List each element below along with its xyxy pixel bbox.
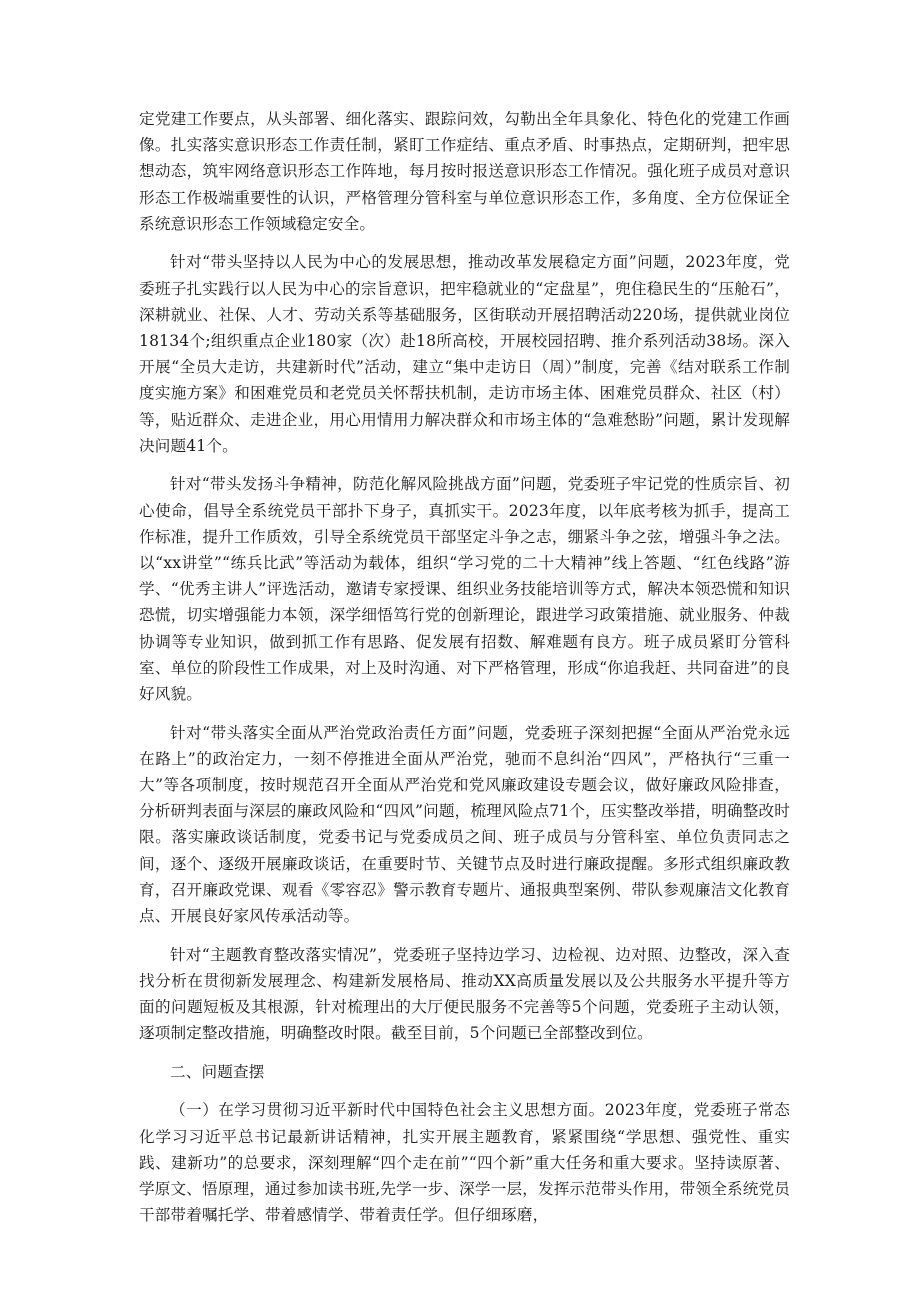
paragraph-study-thought: （一）在学习贯彻习近平新时代中国特色社会主义思想方面。2023年度，党委班子常态化学习习近平总书记最新讲话精神，扎实开展主题教育，紧紧围绕“学思想、强党性、重实践、建新功”的总要求，深刻理解“四个走在前”“四个新”重大任务和重大要求。坚持读原著、学原文、悟原理，通过参加读书班,先学一步、深学一层，发挥示范带头作用，带领全系统党员干部带着嘱托学、带着感情学、带着责任学。但仔细琢磨， [139, 1101, 790, 1225]
paragraph-party-building: 定党建工作要点，从头部署、细化落实、跟踪问效，勾勒出全年具象化、特色化的党建工作画像。扎实落实意识形态工作责任制，紧盯工作症结、重点矛盾、时事热点，定期研判，把牢思想动态，筑牢网络意识形态工作阵地，每月按时报送意识形态工作情况。强化班子成员对意识形态工作极端重要性的认识，严格管理分管科室与单位意识形态工作，多角度、全方位保证全系统意识形态工作领域稳定安全。 [139, 110, 790, 233]
paragraph-struggle-spirit: 针对“带头发扬斗争精神，防范化解风险挑战方面”问题，党委班子牢记党的性质宗旨、初心使命，倡导全系统党员干部扑下身子，真抓实干。2023年度，以年底考核为抓手，提高工作标准，提升工作质效，引导全系统党员干部坚定斗争之志，绷紧斗争之弦，增强斗争之法。以“xx讲堂”“练兵比武”等活动为载体，组织“学习党的二十大精神”线上答题、“红色线路”游学、“优秀主讲人”评选活动，邀请专家授课、组织业务技能培训等方式，解决本领恐慌和知识恐慌，切实增强能力本领，深学细悟笃行党的创新理论，跟进学习政策措施、就业服务、仲裁协调等专业知识，做到抓工作有思路、促发展有招数、解难题有良方。班子成员紧盯分管科室、单位的阶段性工作成果，对上及时沟通、对下严格管理，形成“你追我赶、共同奋进”的良好风貌。 [139, 475, 790, 704]
paragraph-strict-governance: 针对“带头落实全面从严治党政治责任方面”问题，党委班子深刻把握“全面从严治党永远在路上”的政治定力，一刻不停推进全面从严治党，驰而不息纠治“四风”，严格执行“三重一大”等各项制度，按时规范召开全面从严治党和党风廉政建设专题会议，做好廉政风险排查，分析研判表面与深层的廉政风险和“四风”问题，梳理风险点71个，压实整改举措，明确整改时限。落实廉政谈话制度，党委书记与党委成员之间、班子成员与分管科室、单位负责同志之间，逐个、逐级开展廉政谈话，在重要时节、关键节点及时进行廉政提醒。多形式组织廉政教育，召开廉政党课、观看《零容忍》警示教育专题片、通报典型案例、带队参观廉洁文化教育点、开展良好家风传承活动等。 [139, 723, 790, 926]
document-body [139, 106, 790, 1228]
paragraph-people-centered: 针对“带头坚持以人民为中心的发展思想，推动改革发展稳定方面”问题，2023年度，党委班子扎实践行以人民为中心的宗旨意识，把牢稳就业的“定盘星”，兜住稳民生的“压舱石”，深耕就业、社保、人才、劳动关系等基础服务，区街联动开展招聘活动220场，提供就业岗位18134个;组织重点企业180家（次）赴18所高校，开展校园招聘、推介系列活动38场。深入开展“全员大走访，共建新时代”活动，建立“集中走访日（周）”制度，完善《结对联系工作制度实施方案》和困难党员和老党员关怀帮扶机制，走访市场主体、困难党员群众、社区（村）等，贴近群众、走进企业，用心用情用力解决群众和市场主体的“急难愁盼”问题，累计发现解决问题41个。 [139, 253, 790, 455]
section-heading: 二、问题查摆 [170, 1062, 265, 1081]
paragraph-rectification: 针对“主题教育整改落实情况”，党委班子坚持边学习、边检视、边对照、边整改，深入查找分析在贯彻新发展理念、构建新发展格局、推动XX高质量发展以及公共服务水平提升等方面的问题短板及其根源，针对梳理出的大厅便民服务不完善等5个问题，党委班子主动认领，逐项制定整改措施，明确整改时限。截至目前，5个问题已全部整改到位。 [139, 945, 790, 1043]
